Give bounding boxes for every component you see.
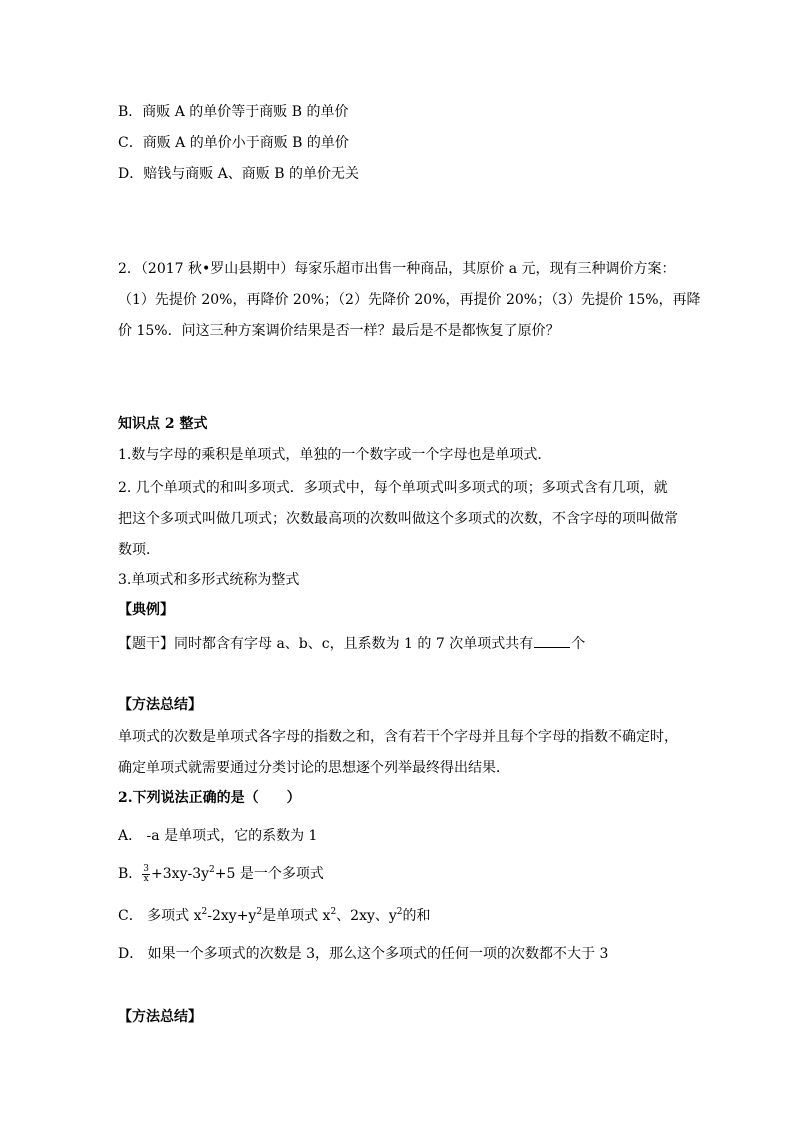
definition-1: 1.数与字母的乘积是单项式，单独的一个数字或一个字母也是单项式． bbox=[118, 447, 552, 463]
question-2-line-1: 2．（2017 秋•罗山县期中）每家乐超市出售一种商品，其原价 a 元，现有三种调价方案： bbox=[118, 261, 676, 277]
option-b-text-end: +5 是一个多项式 bbox=[214, 866, 324, 882]
answer-blank bbox=[534, 633, 570, 648]
example-stem-text: 【题干】同时都含有字母 a、b、c，且系数为 1 的 7 次单项式共有 bbox=[118, 636, 534, 652]
choice-b: B．商贩 A 的单价等于商贩 B 的单价 bbox=[118, 104, 349, 120]
choice-d: D．赔钱与商贩 A、商贩 B 的单价无关 bbox=[118, 166, 359, 182]
question-3-option-a: A． -a 是单项式，它的系数为 1 bbox=[118, 828, 318, 844]
option-c-text: 是单项式 x bbox=[262, 908, 331, 924]
fraction bbox=[142, 865, 150, 884]
definition-2-line-2: 把这个多项式叫做几项式；次数最高项的次数叫做这个多项式的次数，不含字母的项叫做常 bbox=[118, 511, 678, 527]
exponent: 2 bbox=[256, 907, 263, 917]
exponent: 2 bbox=[209, 865, 215, 875]
exponent: 2 bbox=[330, 907, 337, 917]
option-c-text: -2xy+y bbox=[207, 908, 257, 924]
exponent: 2 bbox=[396, 907, 403, 917]
question-3-option-b bbox=[118, 864, 324, 884]
question-2-line-2: （1）先提价 20%，再降价 20%；（2）先降价 20%，再提价 20%；（3）先提价 15%，再降 bbox=[118, 292, 701, 308]
question-3-stem: 2.下列说法正确的是（ ） bbox=[118, 790, 301, 806]
exponent: 2 bbox=[201, 907, 208, 917]
question-3-option-c bbox=[118, 906, 431, 926]
method-summary-heading: 【方法总结】 bbox=[118, 697, 202, 713]
question-3-option-d: D． 如果一个多项式的次数是 3，那么这个多项式的任何一项的次数都不大于 3 bbox=[118, 946, 609, 962]
example-heading: 【典例】 bbox=[118, 602, 174, 618]
question-2-line-3: 价 15%．问这三种方案调价结果是否一样？最后是不是都恢复了原价？ bbox=[118, 323, 560, 339]
option-b-text: +3xy-3y bbox=[151, 866, 210, 882]
example-stem-suffix: 个 bbox=[571, 636, 586, 652]
option-b-label: B． bbox=[118, 866, 143, 882]
definition-2-line-3: 数项． bbox=[118, 542, 160, 558]
method-summary-heading-2: 【方法总结】 bbox=[118, 1009, 202, 1025]
definition-2-line-1: 2. 几个单项式的和叫多项式．多项式中，每个单项式叫多项式的项；多项式含有几项，就 bbox=[118, 480, 668, 496]
method-summary-line-1: 单项式的次数是单项式各字母的指数之和，含有若干个字母并且每个字母的指数不确定时， bbox=[118, 729, 678, 745]
section-heading: 知识点 2 整式 bbox=[118, 416, 208, 432]
fraction-numerator: 3 bbox=[143, 863, 150, 874]
definition-3: 3.单项式和多形式统称为整式 bbox=[118, 572, 300, 588]
method-summary-line-2: 确定单项式就需要通过分类讨论的思想逐个列举最终得出结果． bbox=[118, 760, 510, 776]
choice-c: C．商贩 A 的单价小于商贩 B 的单价 bbox=[118, 135, 349, 151]
option-c-text: 、2xy、y bbox=[336, 908, 397, 924]
option-c-text: 的和 bbox=[402, 908, 431, 924]
fraction-denominator: x bbox=[143, 873, 149, 884]
option-c-text: C． 多项式 x bbox=[118, 908, 202, 924]
example-stem bbox=[118, 633, 585, 654]
